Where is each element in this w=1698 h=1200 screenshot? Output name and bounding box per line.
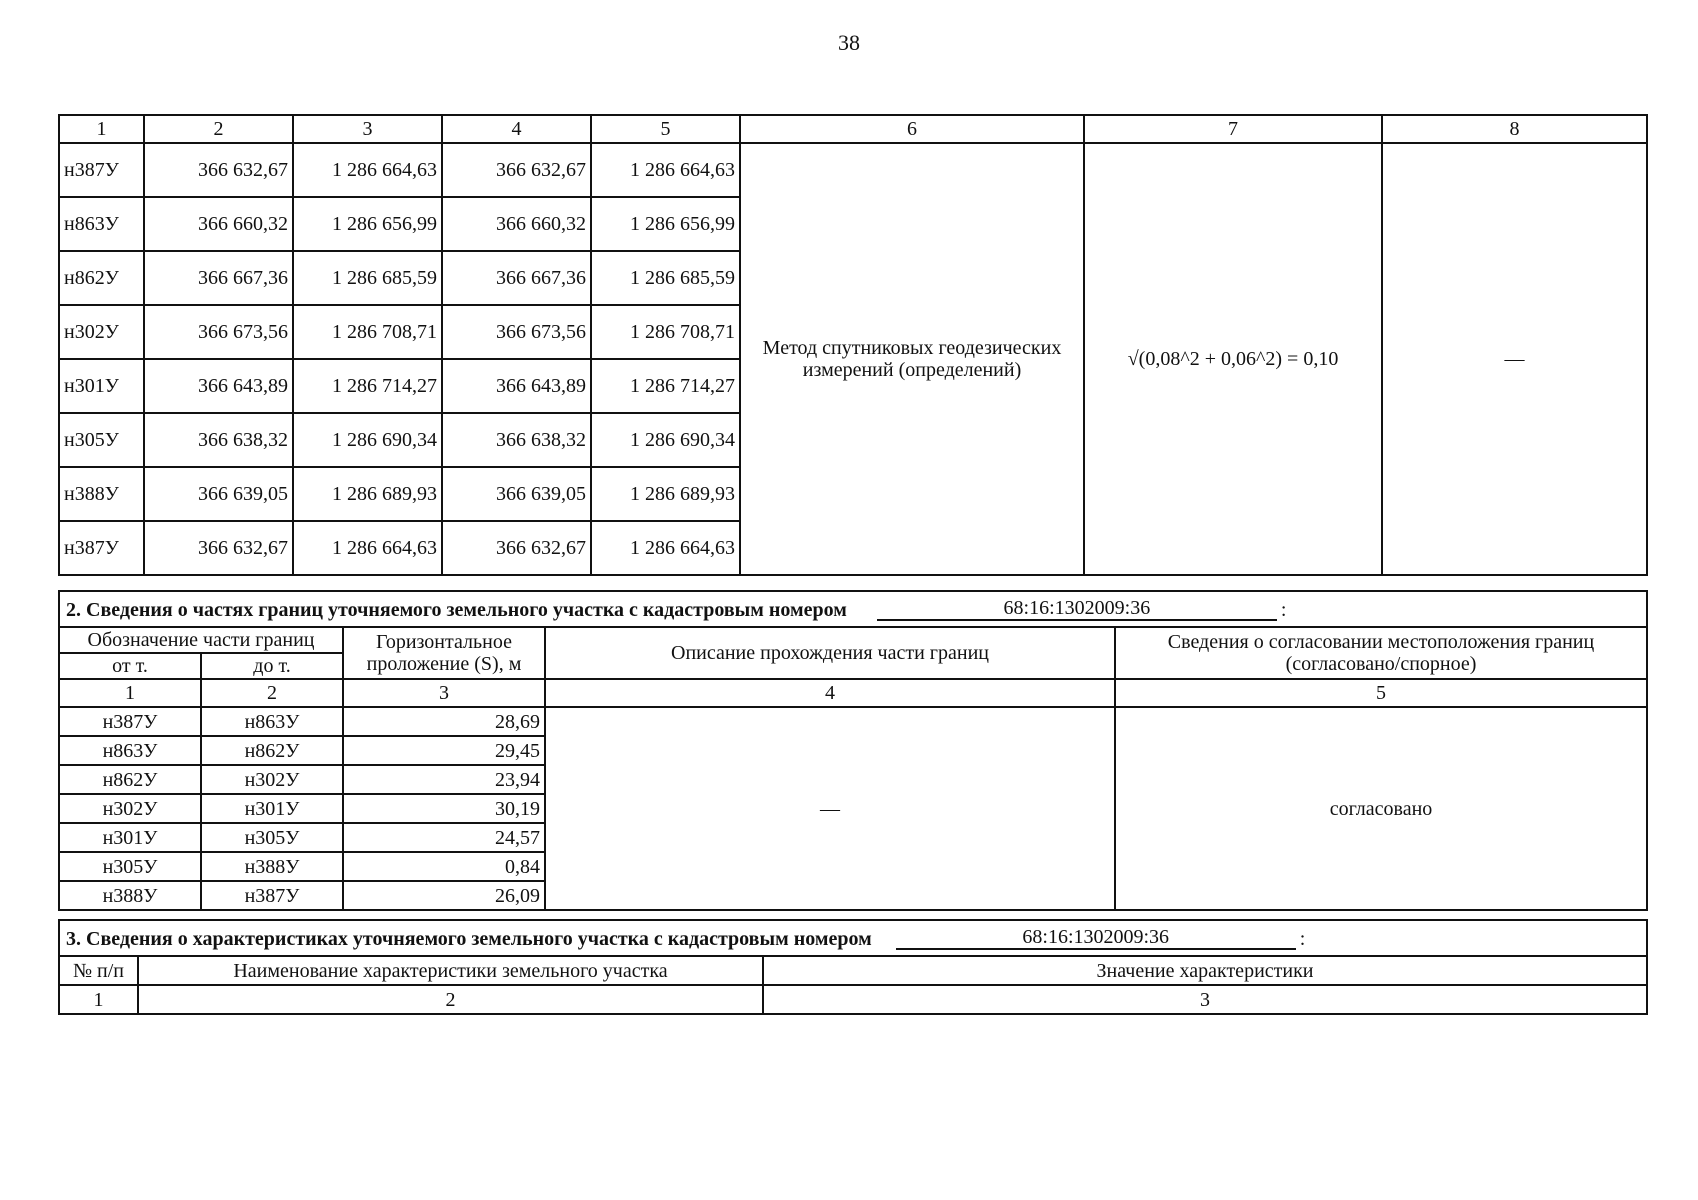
to-header: до т. bbox=[201, 653, 343, 679]
to-point: н302У bbox=[201, 765, 343, 794]
point-name: н862У bbox=[59, 251, 144, 305]
colon: : bbox=[1280, 599, 1287, 621]
column-number: 8 bbox=[1382, 115, 1647, 143]
column-number: 5 bbox=[1115, 679, 1647, 707]
x-old: 366 632,67 bbox=[144, 521, 293, 575]
distance: 0,84 bbox=[343, 852, 545, 881]
x-old: 366 667,36 bbox=[144, 251, 293, 305]
agreement-header: Сведения о согласовании местоположения границ (согласовано/спорное) bbox=[1115, 627, 1647, 679]
to-point: н862У bbox=[201, 736, 343, 765]
name-header: Наименование характеристики земельного участка bbox=[138, 956, 763, 985]
coordinates-table bbox=[58, 114, 1648, 576]
x-new: 366 632,67 bbox=[442, 521, 591, 575]
y-new: 1 286 685,59 bbox=[591, 251, 740, 305]
x-old: 366 660,32 bbox=[144, 197, 293, 251]
x-old: 366 638,32 bbox=[144, 413, 293, 467]
designation-header: Обозначение части границ bbox=[59, 627, 343, 653]
from-point: н305У bbox=[59, 852, 201, 881]
from-point: н302У bbox=[59, 794, 201, 823]
table-row bbox=[59, 707, 1647, 736]
section-2-title-cell bbox=[59, 591, 1647, 627]
section-2-title: 2. Сведения о частях границ уточняемого земельного участка с кадастровым номером bbox=[66, 599, 847, 621]
x-new: 366 667,36 bbox=[442, 251, 591, 305]
x-old: 366 643,89 bbox=[144, 359, 293, 413]
y-new: 1 286 708,71 bbox=[591, 305, 740, 359]
x-old: 366 639,05 bbox=[144, 467, 293, 521]
section-3-title: 3. Сведения о характеристиках уточняемого земельного участка с кадастровым номером bbox=[66, 928, 872, 950]
point-name: н388У bbox=[59, 467, 144, 521]
point-name: н301У bbox=[59, 359, 144, 413]
point-name: н387У bbox=[59, 143, 144, 197]
y-new: 1 286 664,63 bbox=[591, 521, 740, 575]
value-header: Значение характеристики bbox=[763, 956, 1647, 985]
to-point: н305У bbox=[201, 823, 343, 852]
from-point: н388У bbox=[59, 881, 201, 910]
column-number: 6 bbox=[740, 115, 1084, 143]
column-number: 1 bbox=[59, 679, 201, 707]
from-point: н387У bbox=[59, 707, 201, 736]
from-point: н301У bbox=[59, 823, 201, 852]
column-number-row bbox=[59, 679, 1647, 707]
y-new: 1 286 714,27 bbox=[591, 359, 740, 413]
y-new: 1 286 689,93 bbox=[591, 467, 740, 521]
distance: 29,45 bbox=[343, 736, 545, 765]
x-new: 366 660,32 bbox=[442, 197, 591, 251]
cadastral-number: 68:16:1302009:36 bbox=[877, 597, 1277, 621]
table-row bbox=[59, 143, 1647, 197]
x-new: 366 673,56 bbox=[442, 305, 591, 359]
description-value: — bbox=[545, 707, 1115, 910]
column-number: 1 bbox=[59, 115, 144, 143]
distance: 23,94 bbox=[343, 765, 545, 794]
distance-header: Горизонтальное проложение (S), м bbox=[343, 627, 545, 679]
column-number: 3 bbox=[763, 985, 1647, 1014]
x-new: 366 643,89 bbox=[442, 359, 591, 413]
column-number: 5 bbox=[591, 115, 740, 143]
colon: : bbox=[1299, 928, 1306, 950]
section-3-title-cell bbox=[59, 920, 1647, 956]
column-number-row bbox=[59, 115, 1647, 143]
y-old: 1 286 685,59 bbox=[293, 251, 442, 305]
y-old: 1 286 689,93 bbox=[293, 467, 442, 521]
distance: 30,19 bbox=[343, 794, 545, 823]
column-number: 4 bbox=[545, 679, 1115, 707]
y-new: 1 286 690,34 bbox=[591, 413, 740, 467]
y-new: 1 286 664,63 bbox=[591, 143, 740, 197]
point-name: н302У bbox=[59, 305, 144, 359]
column-number: 4 bbox=[442, 115, 591, 143]
column-number: 2 bbox=[201, 679, 343, 707]
column-number: 3 bbox=[293, 115, 442, 143]
method-cell: Метод спутниковых геодезических измерений (определений) bbox=[740, 143, 1084, 575]
description-header: Описание прохождения части границ bbox=[545, 627, 1115, 679]
from-header: от т. bbox=[59, 653, 201, 679]
num-header: № п/п bbox=[59, 956, 138, 985]
distance: 28,69 bbox=[343, 707, 545, 736]
col8-value: — bbox=[1382, 143, 1647, 575]
y-old: 1 286 690,34 bbox=[293, 413, 442, 467]
y-old: 1 286 664,63 bbox=[293, 143, 442, 197]
point-name: н863У bbox=[59, 197, 144, 251]
x-new: 366 632,67 bbox=[442, 143, 591, 197]
column-number: 2 bbox=[144, 115, 293, 143]
to-point: н863У bbox=[201, 707, 343, 736]
column-number: 7 bbox=[1084, 115, 1382, 143]
boundary-parts-table bbox=[58, 590, 1648, 911]
cadastral-number: 68:16:1302009:36 bbox=[896, 926, 1296, 950]
point-name: н305У bbox=[59, 413, 144, 467]
column-number-row bbox=[59, 985, 1647, 1014]
y-old: 1 286 656,99 bbox=[293, 197, 442, 251]
from-point: н862У bbox=[59, 765, 201, 794]
distance: 24,57 bbox=[343, 823, 545, 852]
to-point: н388У bbox=[201, 852, 343, 881]
from-point: н863У bbox=[59, 736, 201, 765]
agreement-value: согласовано bbox=[1115, 707, 1647, 910]
accuracy-formula: √(0,08^2 + 0,06^2) = 0,10 bbox=[1084, 143, 1382, 575]
y-old: 1 286 714,27 bbox=[293, 359, 442, 413]
characteristics-table bbox=[58, 919, 1648, 1015]
y-old: 1 286 664,63 bbox=[293, 521, 442, 575]
x-old: 366 632,67 bbox=[144, 143, 293, 197]
to-point: н301У bbox=[201, 794, 343, 823]
x-old: 366 673,56 bbox=[144, 305, 293, 359]
x-new: 366 639,05 bbox=[442, 467, 591, 521]
point-name: н387У bbox=[59, 521, 144, 575]
page-number: 38 bbox=[838, 30, 860, 55]
to-point: н387У bbox=[201, 881, 343, 910]
y-old: 1 286 708,71 bbox=[293, 305, 442, 359]
column-number: 1 bbox=[59, 985, 138, 1014]
x-new: 366 638,32 bbox=[442, 413, 591, 467]
y-new: 1 286 656,99 bbox=[591, 197, 740, 251]
distance: 26,09 bbox=[343, 881, 545, 910]
column-number: 3 bbox=[343, 679, 545, 707]
column-number: 2 bbox=[138, 985, 763, 1014]
